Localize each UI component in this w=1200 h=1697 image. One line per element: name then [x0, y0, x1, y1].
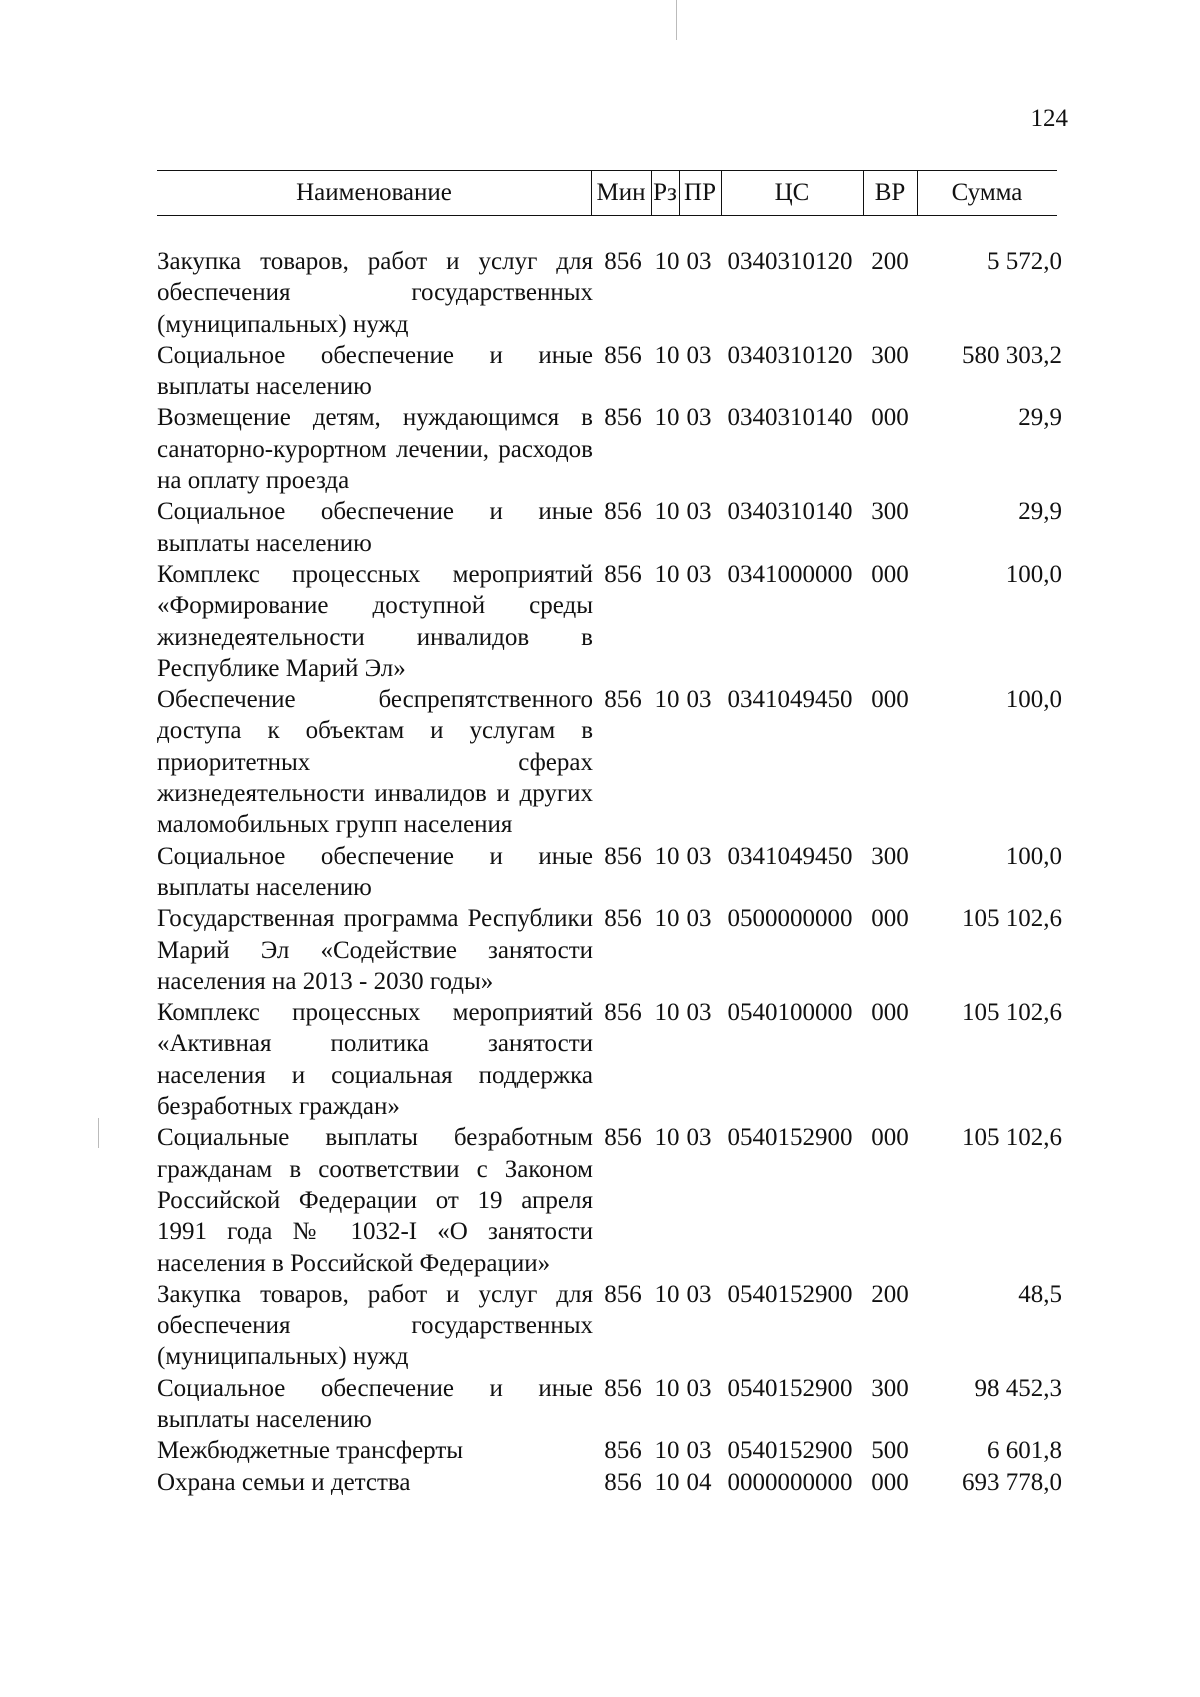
- row-min: 856: [604, 1124, 642, 1152]
- row-vr: 300: [871, 1374, 909, 1402]
- row-min: 856: [604, 341, 642, 369]
- row-name: Охрана семьи и детства: [157, 1468, 411, 1496]
- row-name: Государственная программа Республики Марий Эл «Содействие занятости населения на 2013 - 2030 годы»: [157, 905, 593, 995]
- row-name: Закупка товаров, работ и услуг для обеспечения государственных (муниципальных) нужд: [157, 1280, 593, 1371]
- row-min: 856: [604, 999, 642, 1027]
- table-row: [157, 496, 1062, 559]
- row-pr: 03: [686, 905, 712, 933]
- row-pr: 03: [686, 560, 712, 588]
- row-cs: 0341000000: [727, 560, 853, 588]
- row-sum: 105 102,6: [962, 905, 1062, 933]
- row-min: 856: [604, 1374, 642, 1402]
- row-sum: 48,5: [1018, 1280, 1062, 1308]
- row-vr: 000: [871, 999, 909, 1027]
- row-vr: 000: [871, 905, 909, 933]
- row-name: Комплекс процессных мероприятий «Формирование доступной среды жизнедеятельности инвалидов в Республике Марий Эл»: [157, 560, 593, 682]
- row-rz: 10: [654, 341, 680, 369]
- budget-table: [157, 246, 1062, 1498]
- row-pr: 03: [686, 341, 712, 369]
- row-cs: 0540100000: [727, 999, 853, 1027]
- table-header: [157, 170, 1057, 215]
- table-row: [157, 1435, 1062, 1466]
- header-vr: ВР: [874, 179, 906, 206]
- row-pr: 04: [686, 1468, 712, 1496]
- row-cs: 0500000000: [727, 905, 853, 933]
- table-row: [157, 1279, 1062, 1373]
- row-vr: 500: [871, 1437, 909, 1465]
- row-pr: 03: [686, 1437, 712, 1465]
- row-vr: 000: [871, 686, 909, 714]
- row-min: 856: [604, 498, 642, 526]
- row-sum: 105 102,6: [962, 1124, 1062, 1152]
- table-row: [157, 1373, 1062, 1436]
- table-row: [157, 559, 1062, 684]
- header-divider: [651, 170, 652, 215]
- header-divider: [591, 170, 592, 215]
- row-name: Социальное обеспечение и иные выплаты населению: [157, 842, 593, 901]
- header-rz: Рз: [653, 179, 677, 206]
- row-sum: 105 102,6: [962, 999, 1062, 1027]
- row-cs: 0341049450: [727, 686, 853, 714]
- row-rz: 10: [654, 1124, 680, 1152]
- row-vr: 200: [871, 1280, 909, 1308]
- row-pr: 03: [686, 842, 712, 870]
- row-sum: 6 601,8: [987, 1437, 1062, 1465]
- row-min: 856: [604, 1280, 642, 1308]
- row-cs: 0000000000: [727, 1468, 853, 1496]
- row-pr: 03: [686, 1124, 712, 1152]
- row-vr: 300: [871, 498, 909, 526]
- row-cs: 0540152900: [727, 1437, 853, 1465]
- header-sum: Сумма: [951, 179, 1023, 206]
- header-divider: [721, 170, 722, 215]
- header-divider: [863, 170, 864, 215]
- scan-mark-left: [98, 1118, 99, 1148]
- scan-mark-top: [676, 0, 677, 40]
- row-min: 856: [604, 1437, 642, 1465]
- row-pr: 03: [686, 1374, 712, 1402]
- header-pr: ПР: [684, 179, 716, 206]
- table-row: [157, 1122, 1062, 1278]
- page-number: 124: [1030, 105, 1068, 132]
- row-name: Комплекс процессных мероприятий «Активная политика занятости населения и социальная поддержка безработных граждан»: [157, 999, 593, 1121]
- header-cs: ЦС: [774, 179, 810, 206]
- table-row: [157, 1467, 1062, 1498]
- row-name: Межбюджетные трансферты: [157, 1437, 464, 1465]
- row-min: 856: [604, 560, 642, 588]
- row-cs: 0340310120: [727, 248, 853, 275]
- row-sum: 5 572,0: [987, 248, 1062, 275]
- row-min: 856: [604, 905, 642, 933]
- header-rule-bottom: [157, 215, 1057, 216]
- row-rz: 10: [654, 498, 680, 526]
- table-row: [157, 903, 1062, 997]
- row-pr: 03: [686, 498, 712, 526]
- row-sum: 29,9: [1018, 404, 1062, 432]
- row-pr: 03: [686, 1280, 712, 1308]
- row-rz: 10: [654, 1468, 680, 1496]
- row-cs: 0341049450: [727, 842, 853, 870]
- row-min: 856: [604, 686, 642, 714]
- row-sum: 100,0: [1005, 560, 1062, 588]
- row-name: Закупка товаров, работ и услуг для обеспечения государственных (муниципальных) нужд: [157, 248, 593, 338]
- row-name: Возмещение детям, нуждающимся в санаторно-курортном лечении, расходов на оплату проезда: [157, 404, 593, 495]
- row-pr: 03: [686, 404, 712, 432]
- row-name: Социальные выплаты безработным гражданам в соответствии с Законом Российской Федерации от 19 апреля 1991 года № 1032-I «О занятости населения в Российской Федерации»: [157, 1124, 593, 1277]
- row-min: 856: [604, 248, 642, 275]
- row-rz: 10: [654, 842, 680, 870]
- row-name: Социальное обеспечение и иные выплаты населению: [157, 341, 593, 401]
- row-min: 856: [604, 404, 642, 432]
- row-name: Социальное обеспечение и иные выплаты населению: [157, 498, 593, 557]
- row-sum: 580 303,2: [962, 341, 1062, 369]
- row-vr: 000: [871, 560, 909, 588]
- row-rz: 10: [654, 1374, 680, 1402]
- row-cs: 0340310140: [727, 404, 853, 432]
- table-row: [157, 340, 1062, 403]
- row-cs: 0340310120: [727, 341, 853, 369]
- header-divider: [679, 170, 680, 215]
- row-sum: 100,0: [1005, 842, 1062, 870]
- table-row: [157, 997, 1062, 1122]
- row-rz: 10: [654, 999, 680, 1027]
- header-min: Мин: [596, 179, 646, 206]
- table-row: [157, 402, 1062, 496]
- row-name: Социальное обеспечение и иные выплаты населению: [157, 1374, 593, 1433]
- header-divider: [917, 170, 918, 215]
- row-pr: 03: [686, 248, 712, 275]
- row-rz: 10: [654, 560, 680, 588]
- row-sum: 29,9: [1018, 498, 1062, 526]
- row-min: 856: [604, 842, 642, 870]
- row-vr: 000: [871, 1468, 909, 1496]
- row-cs: 0540152900: [727, 1124, 853, 1152]
- row-cs: 0340310140: [727, 498, 853, 526]
- row-cs: 0540152900: [727, 1374, 853, 1402]
- row-vr: 300: [871, 341, 909, 369]
- row-rz: 10: [654, 404, 680, 432]
- row-vr: 200: [871, 248, 909, 275]
- row-sum: 100,0: [1005, 686, 1062, 714]
- row-vr: 000: [871, 1124, 909, 1152]
- row-name: Обеспечение беспрепятственного доступа к объектам и услугам в приоритетных сферах жизнедеятельности инвалидов и других маломобильных групп населения: [157, 686, 593, 839]
- row-min: 856: [604, 1468, 642, 1496]
- row-rz: 10: [654, 905, 680, 933]
- row-rz: 10: [654, 1437, 680, 1465]
- row-pr: 03: [686, 686, 712, 714]
- table-row: [157, 246, 1062, 340]
- row-rz: 10: [654, 248, 680, 275]
- row-cs: 0540152900: [727, 1280, 853, 1308]
- row-sum: 98 452,3: [974, 1374, 1062, 1402]
- table-row: [157, 684, 1062, 840]
- row-vr: 000: [871, 404, 909, 432]
- row-rz: 10: [654, 686, 680, 714]
- row-pr: 03: [686, 999, 712, 1027]
- row-rz: 10: [654, 1280, 680, 1308]
- row-sum: 693 778,0: [962, 1468, 1062, 1496]
- row-vr: 300: [871, 842, 909, 870]
- header-name: Наименование: [296, 179, 452, 206]
- table-row: [157, 841, 1062, 904]
